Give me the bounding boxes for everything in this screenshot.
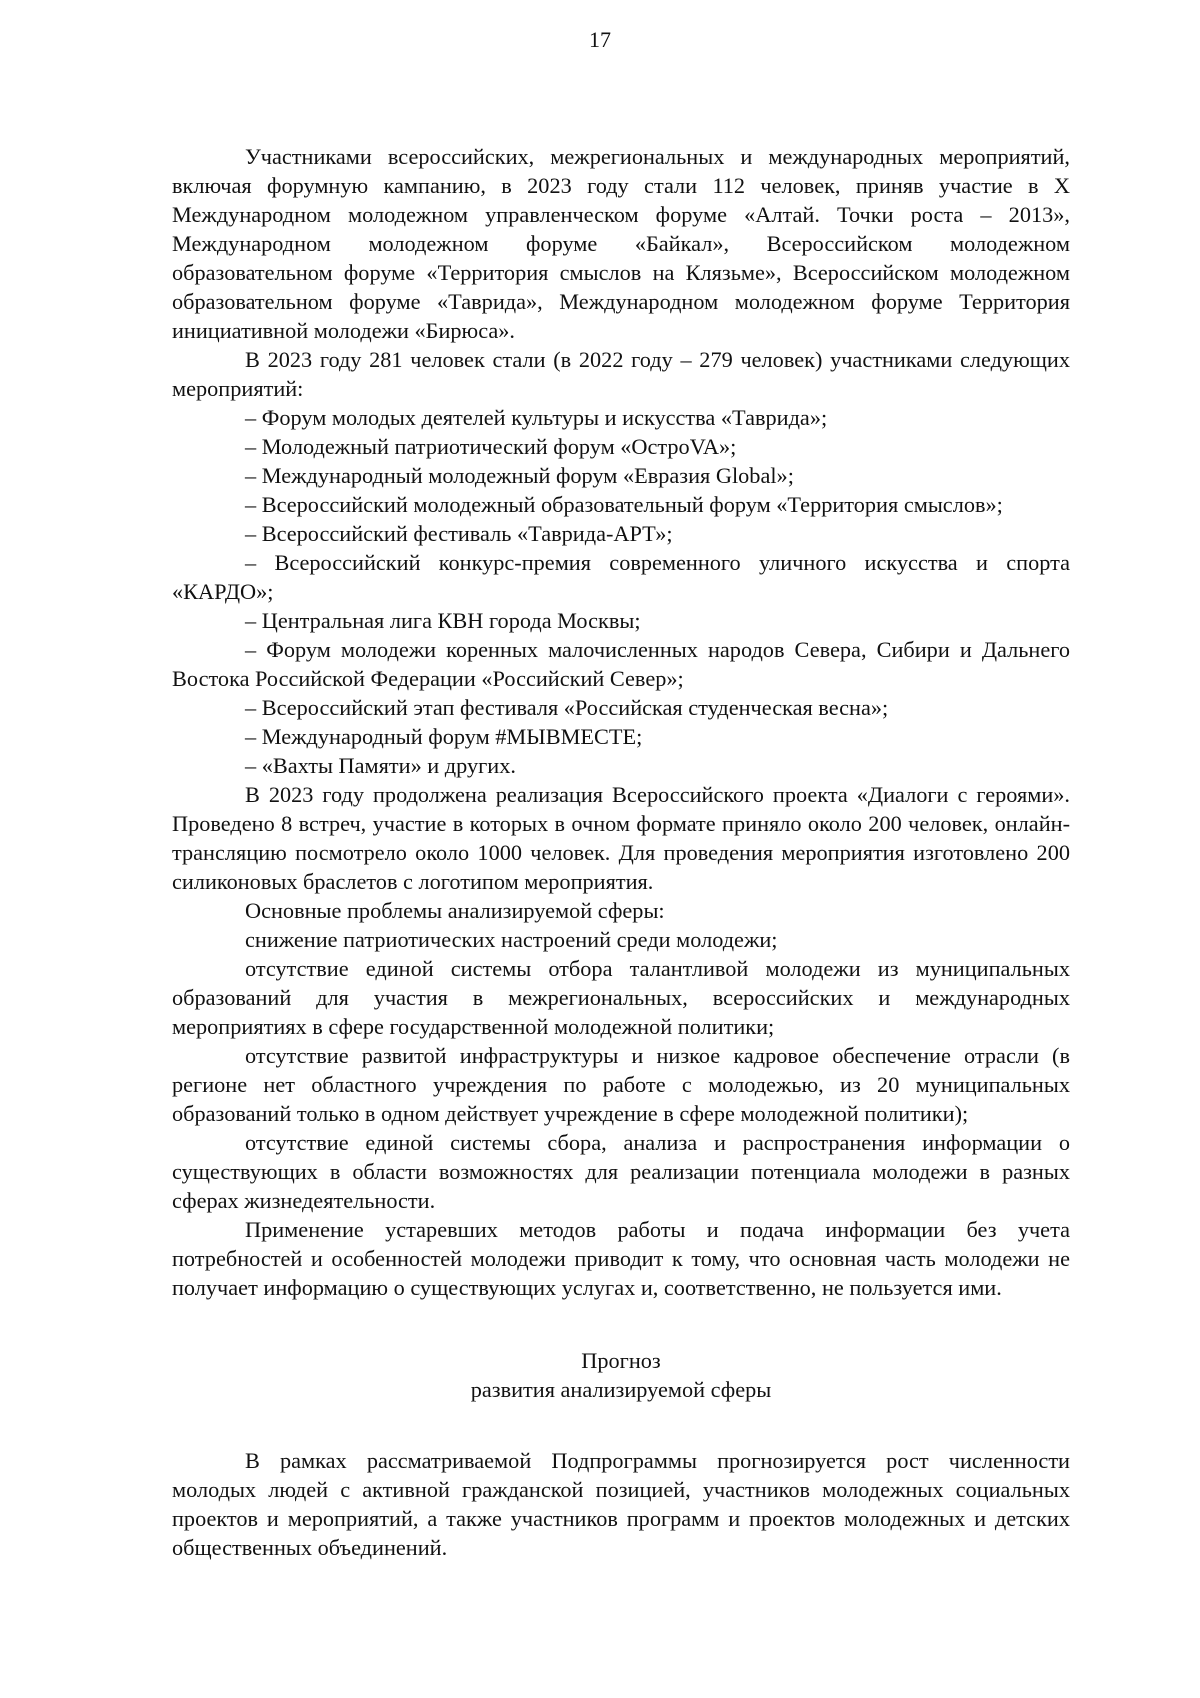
paragraph-outdated-methods: Применение устаревших методов работы и подача информации без учета потребностей и особенностей молодежи приводит к тому, что основная часть молодежи не получает информацию о существующих услугах и, соответственно, не пользуется ими. bbox=[172, 1217, 1070, 1300]
page-number: 17 bbox=[589, 27, 611, 52]
paragraph-participants: Участниками всероссийских, межрегиональных и международных мероприятий, включая форумную кампанию, в 2023 году стали 112 человек, приняв участие в X Международном молодежном управленческом форуме «Алтай. Точки роста – 2013», Международном молодежном форуме «Байкал», Всероссийском молодежном образовательном форуме «Территория смыслов на Клязьме», Всероссийском молодежном образовательном форуме «Таврида», Международном молодежном форуме Территория инициативной молодежи «Бирюса». bbox=[172, 144, 1070, 343]
list-item: – Форум молодых деятелей культуры и искусства «Таврида»; bbox=[245, 405, 828, 430]
paragraph-forecast: В рамках рассматриваемой Подпрограммы прогнозируется рост численности молодых людей с активной гражданской позицией, участников молодежных социальных проектов и мероприятий, а также участников программ и проектов молодежных и детских общественных объединений. bbox=[172, 1448, 1070, 1560]
paragraph-problems-intro: Основные проблемы анализируемой сферы: bbox=[245, 898, 665, 923]
paragraph-events-intro: В 2023 году 281 человек стали (в 2022 году – 279 человек) участниками следующих мероприятий: bbox=[172, 347, 1070, 401]
section-heading bbox=[172, 1346, 1070, 1404]
list-item: – Всероссийский конкурс-премия современного уличного искусства и спорта «КАРДО»; bbox=[172, 550, 1070, 604]
list-item: – Всероссийский молодежный образовательный форум «Территория смыслов»; bbox=[245, 492, 1003, 517]
list-item: – Молодежный патриотический форум «ОстроVA»; bbox=[245, 434, 737, 459]
heading-line-2: развития анализируемой сферы bbox=[470, 1377, 772, 1402]
problem-item: снижение патриотических настроений среди молодежи; bbox=[245, 927, 778, 952]
problem-item: отсутствие единой системы сбора, анализа и распространения информации о существующих в области возможностях для реализации потенциала молодежи в разных сферах жизнедеятельности. bbox=[172, 1130, 1070, 1213]
paragraph-dialogues-project: В 2023 году продолжена реализация Всероссийского проекта «Диалоги с героями». Проведено 8 встреч, участие в которых в очном формате приняло около 200 человек, онлайн-трансляцию посмотрело около 1000 человек. Для проведения мероприятия изготовлено 200 силиконовых браслетов с логотипом мероприятия. bbox=[172, 782, 1070, 894]
heading-line-1: Прогноз bbox=[581, 1348, 661, 1373]
problem-item: отсутствие единой системы отбора талантливой молодежи из муниципальных образований для участия в межрегиональных, всероссийских и международных мероприятиях в сфере государственной молодежной политики; bbox=[172, 956, 1070, 1039]
body-text bbox=[172, 142, 1070, 1562]
list-item: – «Вахты Памяти» и других. bbox=[245, 753, 516, 778]
list-item: – Всероссийский этап фестиваля «Российская студенческая весна»; bbox=[245, 695, 889, 720]
list-item: – Центральная лига КВН города Москвы; bbox=[245, 608, 641, 633]
problem-item: отсутствие развитой инфраструктуры и низкое кадровое обеспечение отрасли (в регионе нет областного учреждения по работе с молодежью, из 20 муниципальных образований только в одном действует учреждение в сфере молодежной политики); bbox=[172, 1043, 1070, 1126]
list-item: – Международный форум #МЫВМЕСТЕ; bbox=[245, 724, 643, 749]
list-item: – Форум молодежи коренных малочисленных народов Севера, Сибири и Дальнего Востока Российской Федерации «Российский Север»; bbox=[172, 637, 1070, 691]
list-item: – Международный молодежный форум «Евразия Global»; bbox=[245, 463, 794, 488]
list-item: – Всероссийский фестиваль «Таврида-АРТ»; bbox=[245, 521, 673, 546]
